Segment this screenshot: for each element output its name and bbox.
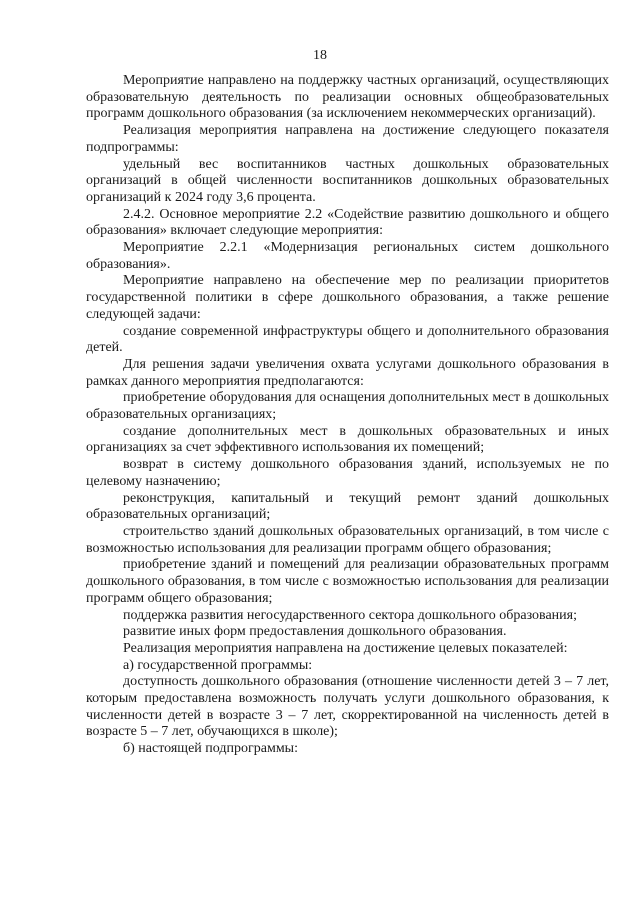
page-number: 18 <box>313 48 327 63</box>
paragraph: а) государственной программы: <box>123 657 313 673</box>
document-body <box>86 73 609 758</box>
paragraph: строительство зданий дошкольных образовательных организаций, в том числе с возможностью использования для реализации программ общего образования; <box>86 523 609 556</box>
paragraph: Мероприятие направлено на обеспечение мер по реализации приоритетов государственной политики в сфере дошкольного образования, а также решение следующей задачи: <box>86 273 609 322</box>
paragraph: Реализация мероприятия направлена на достижение целевых показателей: <box>123 640 568 656</box>
paragraph: создание современной инфраструктуры общего и дополнительного образования детей. <box>86 323 609 356</box>
paragraph: удельный вес воспитанников частных дошкольных образовательных организаций в общей численности воспитанников дошкольных образовательных организаций к 2024 году 3,6 процента. <box>86 156 609 205</box>
paragraph: доступность дошкольного образования (отношение численности детей 3 – 7 лет, которым предоставлена возможность получать услуги дошкольного образования, к численности детей в возрасте 3 – 7 лет, скорректированной на численность детей в возрасте 5 – 7 лет, обучающихся в школе); <box>86 674 609 740</box>
paragraph: 2.4.2. Основное мероприятие 2.2 «Содействие развитию дошкольного и общего образования» включает следующие мероприятия: <box>86 206 609 239</box>
paragraph: возврат в систему дошкольного образования зданий, используемых не по целевому назначению; <box>86 457 609 489</box>
paragraph: поддержка развития негосударственного сектора дошкольного образования; <box>123 607 577 623</box>
paragraph: приобретение зданий и помещений для реализации образовательных программ дошкольного образования, в том числе с возможностью использования для реализации программ общего образования; <box>86 557 609 606</box>
paragraph: Реализация мероприятия направлена на достижение следующего показателя подпрограммы: <box>86 123 609 155</box>
paragraph: развитие иных форм предоставления дошкольного образования. <box>123 624 507 640</box>
paragraph: Мероприятие 2.2.1 «Модернизация региональных систем дошкольного образования». <box>86 240 609 272</box>
paragraph: создание дополнительных мест в дошкольных образовательных и иных организациях за счет эффективного использования их помещений; <box>86 423 609 456</box>
paragraph: Мероприятие направлено на поддержку частных организаций, осуществляющих образовательную деятельность по реализации основных общеобразовательных программ дошкольного образования (за исключением некоммерческих организаций). <box>86 73 609 122</box>
paragraph: Для решения задачи увеличения охвата услугами дошкольного образования в рамках данного мероприятия предполагаются: <box>86 356 609 389</box>
paragraph: приобретение оборудования для оснащения дополнительных мест в дошкольных образовательных организациях; <box>86 390 609 423</box>
paragraph: б) настоящей подпрограммы: <box>123 741 298 757</box>
paragraph: реконструкция, капитальный и текущий ремонт зданий дошкольных образовательных организаций; <box>86 490 609 523</box>
